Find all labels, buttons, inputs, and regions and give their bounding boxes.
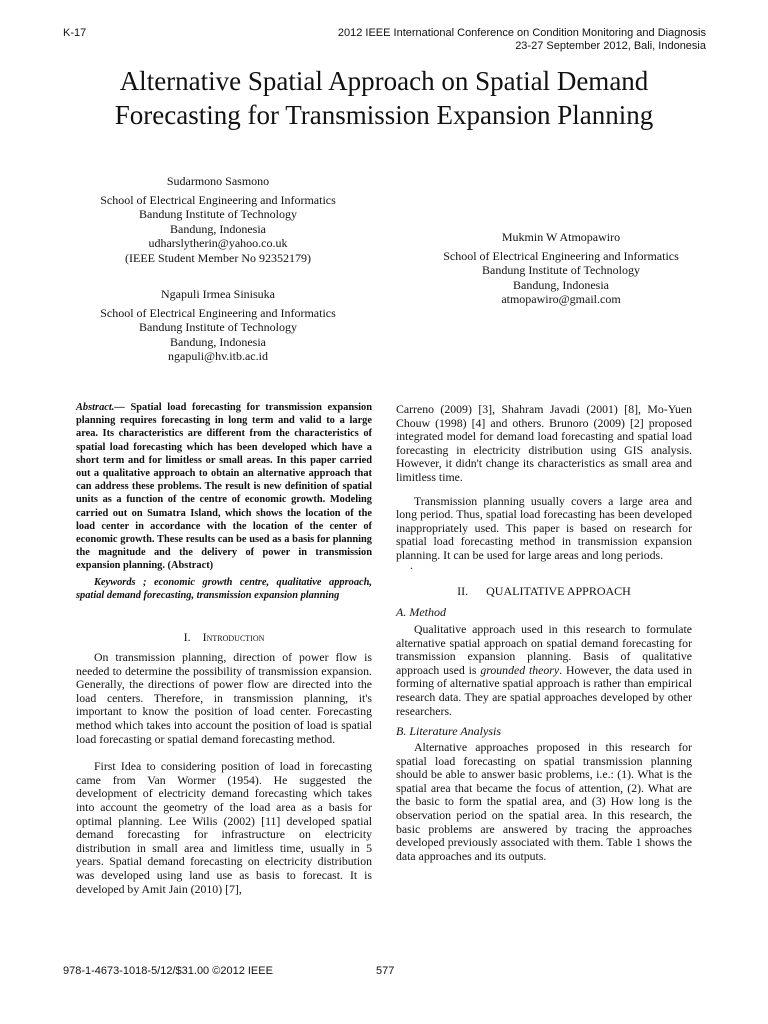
subsection-heading-literature-analysis: B. Literature Analysis	[396, 724, 501, 738]
conference-name: 2012 IEEE International Conference on Condition Monitoring and Diagnosis	[337, 27, 706, 39]
author-institute: Bandung Institute of Technology	[482, 263, 640, 277]
abstract	[76, 401, 372, 573]
author-city: Bandung, Indonesia	[170, 221, 266, 236]
paragraph: Alternative approaches proposed in this research for spatial load forecasting on spatial transmission planning should be able to answer basic problems, i.e.: (1). What is the spatial area that became the focus of attention, (2). What are the basic to form the spatial area, and (3) How long is the observation period on the spatial area. In this research, the basic problems are answered by tracing the approaches developed previously associated with them. Table 1 shows the data approaches and its outputs.	[396, 740, 692, 863]
method-italic-term: grounded theory	[480, 662, 560, 677]
section-heading-introduction	[76, 630, 372, 645]
keywords-text: economic growth centre, qualitative approach, spatial demand forecasting, transmission expansion planning	[76, 577, 373, 601]
paper-title	[60, 64, 708, 132]
method-text-2: . However, the data used in forming of alternative spatial approach is rather than empirical research data. They are spatial approaches developed by other researchers.	[396, 662, 692, 718]
author-block-2	[70, 287, 366, 364]
abstract-lead: Abstract.—	[76, 402, 125, 413]
author-email: atmopawiro@gmail.com	[501, 292, 621, 306]
section-title: Introduction	[202, 630, 265, 644]
author-email: ngapuli@hv.itb.ac.id	[168, 349, 268, 363]
keywords-label: Keywords ;	[94, 577, 147, 588]
title-line-2: Forecasting for Transmission Expansion Planning	[114, 100, 654, 130]
footer-isbn-copyright: 978-1-4673-1018-5/12/$31.00 ©2012 IEEE	[63, 965, 273, 977]
author-email: udharslytherin@yahoo.co.uk	[148, 236, 288, 250]
page-id: K-17	[63, 27, 87, 39]
keywords	[76, 576, 372, 602]
literature-analysis-body	[396, 741, 692, 863]
author-affiliation: School of Electrical Engineering and Informatics	[100, 192, 336, 207]
conference-date-location: 23-27 September 2012, Bali, Indonesia	[515, 40, 706, 52]
author-name: Mukmin W Atmopawiro	[501, 230, 621, 244]
paragraph: On transmission planning, direction of power flow is needed to determine the possibility of transmission expansion. Generally, the directions of power flow are directed into the load centers. Therefore, in transmission planning, it's important to know the position of load center. Forecasting method which takes into account the position of load is spatial load forecasting or spatial demand forecasting method.	[76, 650, 372, 746]
title-line-1: Alternative Spatial Approach on Spatial Demand	[119, 66, 649, 96]
author-block-1	[70, 174, 366, 265]
right-column-body	[396, 403, 692, 563]
subsection-heading-method: A. Method	[396, 605, 446, 619]
section-number: II.	[457, 584, 469, 598]
method-text-1: Qualitative approach used in this research to formulate alternative spatial approach on spatial demand forecasting for transmission expansion planning. Basis of qualitative approach used is	[396, 622, 692, 677]
author-name: Sudarmono Sasmono	[166, 174, 270, 188]
section-heading-qualitative-approach	[396, 584, 692, 599]
paragraph	[396, 623, 692, 718]
introduction-body	[76, 651, 372, 896]
paragraph: Transmission planning usually covers a large area and long period. Thus, spatial load forecasting has been developed inappropriately used. This paper is based on research for spatial load forecasting method in transmission expansion planning. It can be used for large areas and long periods.	[396, 493, 692, 562]
abstract-text: Spatial load forecasting for transmission expansion planning requires forecasting in long term and valid to a large area. Its characteristics are different from the characteristics of spatial load forecasting which has been developed which have a short term and for limitless or small areas. In this paper carried out a qualitative approach to obtain an alternative approach that can address these problems. The result is new definition of spatial units as a function of the centre of economic growth. Modeling carried out on Sumatra Island, which shows the location of the load center in accordance with the location of the center of economic growth. These results can be used as a basis for planning the magnitude and the delivery of power in transmission expansion planning. (Abstract)	[76, 402, 372, 572]
method-body	[396, 623, 692, 718]
paragraph: First Idea to considering position of load in forecasting came from Van Wormer (1954). He suggested the development of electricity demand forecasting which takes into account the geometry of the load area as a basis for optimal planning. Lee Wilis (2002) [11] developed spatial demand forecasting for infrastructure on electricity distribution in small area and limitless time, usually in 5 years. Spatial demand forecasting on electricity distribution was developed using land use as basis to forecast. It is developed by Amit Jain (2010) [7],	[76, 759, 372, 896]
author-institute: Bandung Institute of Technology	[139, 207, 297, 221]
section-number: I.	[183, 630, 191, 644]
author-affiliation: School of Electrical Engineering and Informatics	[100, 305, 336, 320]
author-block-3	[396, 230, 726, 307]
author-affiliation: School of Electrical Engineering and Informatics	[443, 248, 679, 263]
author-name: Ngapuli Irmea Sinisuka	[161, 287, 275, 301]
author-membership: (IEEE Student Member No 92352179)	[125, 250, 311, 265]
page-number: 577	[376, 965, 395, 977]
paragraph: Carreno (2009) [3], Shahram Javadi (2001) [8], Mo-Yuen Chouw (1998) [4] and others. Brunoro (2009) [2] proposed integrated model for demand load forecasting and spatial load forecasting in electricity distribution using GIS analysis. However, it didn't change its characteristics as small area and limitless time.	[396, 402, 692, 484]
author-city: Bandung, Indonesia	[513, 277, 609, 292]
conference-header	[338, 27, 706, 53]
author-city: Bandung, Indonesia	[170, 334, 266, 349]
stray-dot: .	[410, 558, 413, 572]
author-institute: Bandung Institute of Technology	[139, 320, 297, 334]
section-title: QUALITATIVE APPROACH	[486, 584, 631, 598]
